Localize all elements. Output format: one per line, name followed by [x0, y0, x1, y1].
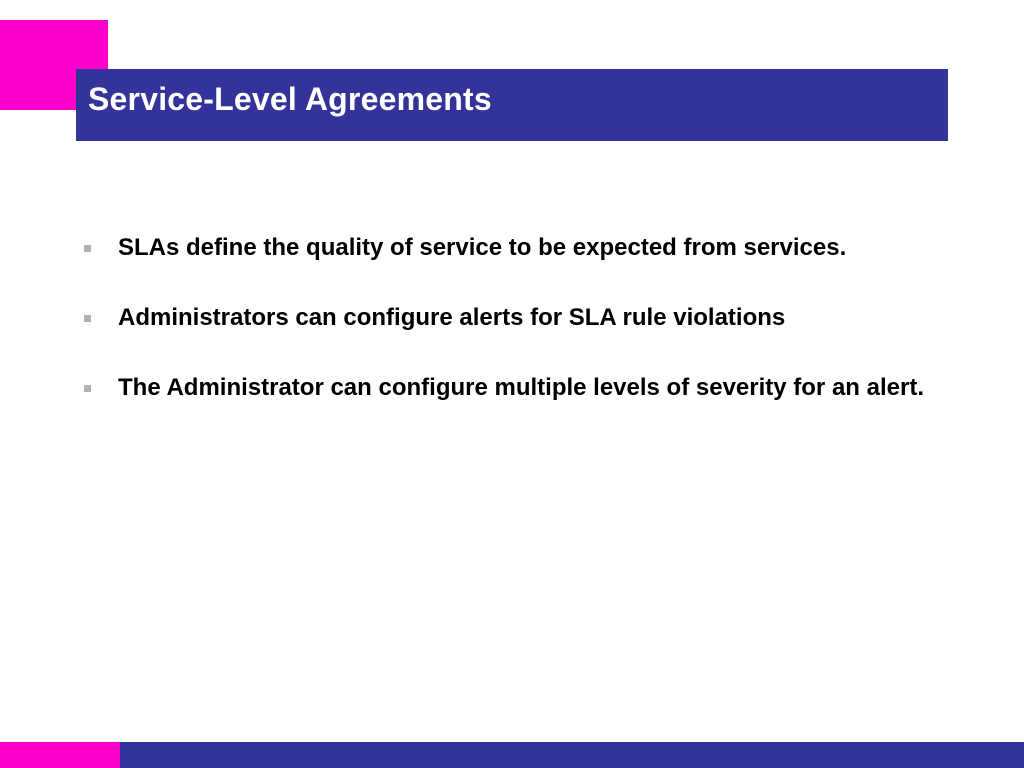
bullet-item	[82, 232, 942, 264]
square-bullet-icon	[82, 232, 118, 264]
footer-pink-bar	[0, 742, 120, 768]
slide-title: Service-Level Agreements	[88, 81, 492, 117]
footer-blue-bar	[120, 742, 1024, 768]
square-bullet-icon	[82, 302, 118, 334]
bullet-item	[82, 302, 942, 334]
square-bullet-icon	[82, 372, 118, 404]
title-bar	[76, 69, 948, 141]
bullet-text: Administrators can configure alerts for SLA rule violations	[118, 304, 786, 331]
bullet-text: SLAs define the quality of service to be expected from services.	[118, 234, 847, 261]
bullet-text: The Administrator can configure multiple levels of severity for an alert.	[118, 374, 924, 401]
bullet-item	[82, 372, 942, 404]
bullet-list	[82, 232, 942, 442]
